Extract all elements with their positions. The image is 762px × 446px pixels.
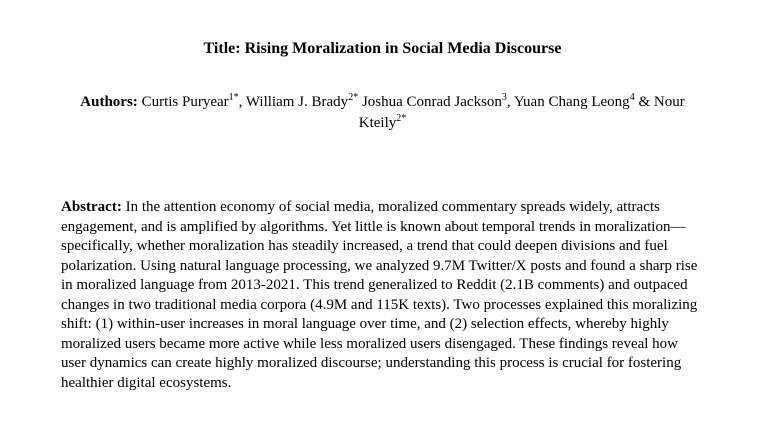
author-name: Joshua Conrad Jackson — [361, 94, 502, 110]
author-separator: , — [238, 94, 246, 110]
author-separator: , — [506, 94, 514, 110]
abstract-text: In the attention economy of social media, moralized commentary spreads widely, attracts engagement, and is amplified by algorithms. Yet little is known about temporal trends in moralization—specifically, whether moralization has steadily increased, a trend that could deepen divisions and fuel polarization. Using natural language processing, we analyzed 9.7M Twitter/X posts and found a sharp rise in moralized language from 2013-2021. This trend generalized to Reddit (2.1B comments) and outpaced changes in two traditional media corpora (4.9M and 115K texts). Two processes explained this moralizing shift: (1) within-user increases in moral language over time, and (2) selection effects, whereby highly moralized users became more active while less moralized users disengaged. These findings reveal how user dynamics can create highly moralized discourse; understanding this process is crucial for fostering healthier digital ecosystems. — [61, 199, 698, 391]
content-column — [61, 38, 704, 393]
author-separator: & — [634, 94, 654, 110]
paper-title — [61, 38, 704, 59]
authors-label: Authors: — [80, 94, 138, 110]
author-affiliation-superscript: 2* — [396, 113, 407, 124]
author-name: Yuan Chang Leong — [513, 94, 630, 110]
authors-line — [61, 92, 704, 134]
abstract-label: Abstract: — [61, 199, 122, 215]
title-text: Rising Moralization in Social Media Discourse — [244, 40, 562, 57]
author-name: Nour Kteily — [358, 94, 685, 131]
author-affiliation-superscript: 2* — [348, 92, 359, 103]
author-affiliation-superscript: 1* — [228, 92, 239, 103]
author-affiliation-superscript: 3 — [501, 92, 507, 103]
author-name: William J. Brady — [245, 94, 349, 110]
author-name: Curtis Puryear — [141, 94, 229, 110]
title-label: Title: — [203, 40, 241, 57]
abstract-paragraph — [61, 198, 704, 393]
author-affiliation-superscript: 4 — [629, 92, 635, 103]
